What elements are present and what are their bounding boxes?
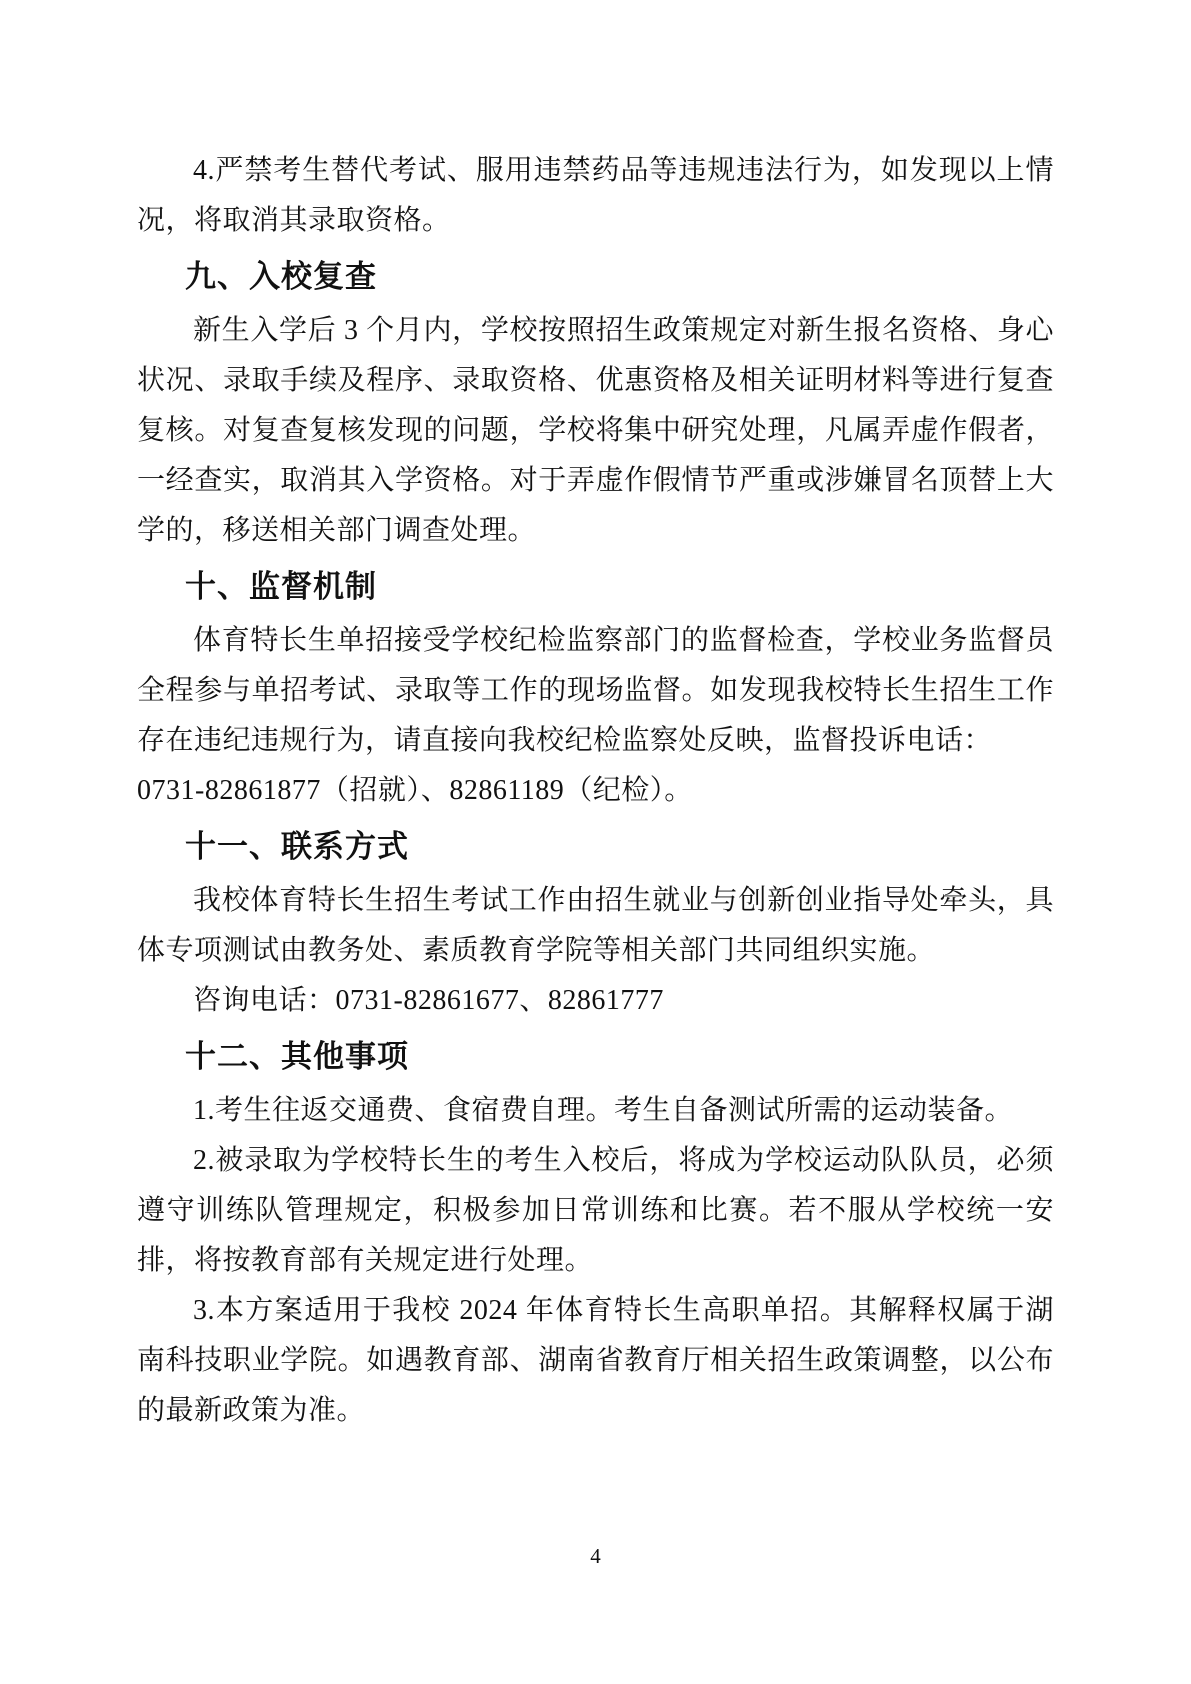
section-heading-12-other-matters: 十二、其他事项 [185, 1039, 409, 1074]
paragraph-other-2-team-rules: 2.被录取为学校特长生的考生入校后，将成为学校运动队队员，必须遵守训练队管理规定，积极参加日常训练和比赛。若不服从学校统一安排，将按教育部有关规定进行处理。 [137, 1145, 1054, 1276]
paragraph-item4-prohibitions: 4.严禁考生替代考试、服用违禁药品等违规违法行为，如发现以上情况，将取消其录取资格。 [137, 155, 1054, 236]
paragraph-recheck-policy: 新生入学后 3 个月内，学校按照招生政策规定对新生报名资格、身心状况、录取手续及程序、录取资格、优惠资格及相关证明材料等进行复查复核。对复查复核发现的问题，学校将集中研究处理，凡属弄虚作假者，一经查实，取消其入学资格。对于弄虚作假情节严重或涉嫌冒名顶替上大学的，移送相关部门调查处理。 [137, 315, 1054, 546]
paragraph-other-3-interpretation: 3.本方案适用于我校 2024 年体育特长生高职单招。其解释权属于湖南科技职业学院。如遇教育部、湖南省教育厅相关招生政策调整，以公布的最新政策为准。 [137, 1295, 1054, 1426]
line-consult-phone-numbers: 咨询电话：0731-82861677、82861777 [193, 985, 664, 1016]
paragraph-supervision-mechanism: 体育特长生单招接受学校纪检监察部门的监督检查，学校业务监督员全程参与单招考试、录取等工作的现场监督。如发现我校特长生招生工作存在违纪违规行为，请直接向我校纪检监察处反映，监督投诉电话： [137, 625, 1054, 756]
section-heading-11-contact: 十一、联系方式 [185, 829, 409, 864]
paragraph-other-1-expenses: 1.考生往返交通费、食宿费自理。考生自备测试所需的运动装备。 [193, 1095, 1014, 1126]
line-supervision-phone-numbers: 0731-82861877（招就）、82861189（纪检）。 [137, 775, 693, 806]
section-heading-10-supervision: 十、监督机制 [185, 569, 377, 604]
page-number: 4 [590, 1544, 601, 1568]
section-heading-9-recheck: 九、入校复查 [185, 259, 377, 294]
paragraph-contact-departments: 我校体育特长生招生考试工作由招生就业与创新创业指导处牵头，具体专项测试由教务处、素质教育学院等相关部门共同组织实施。 [137, 885, 1054, 966]
